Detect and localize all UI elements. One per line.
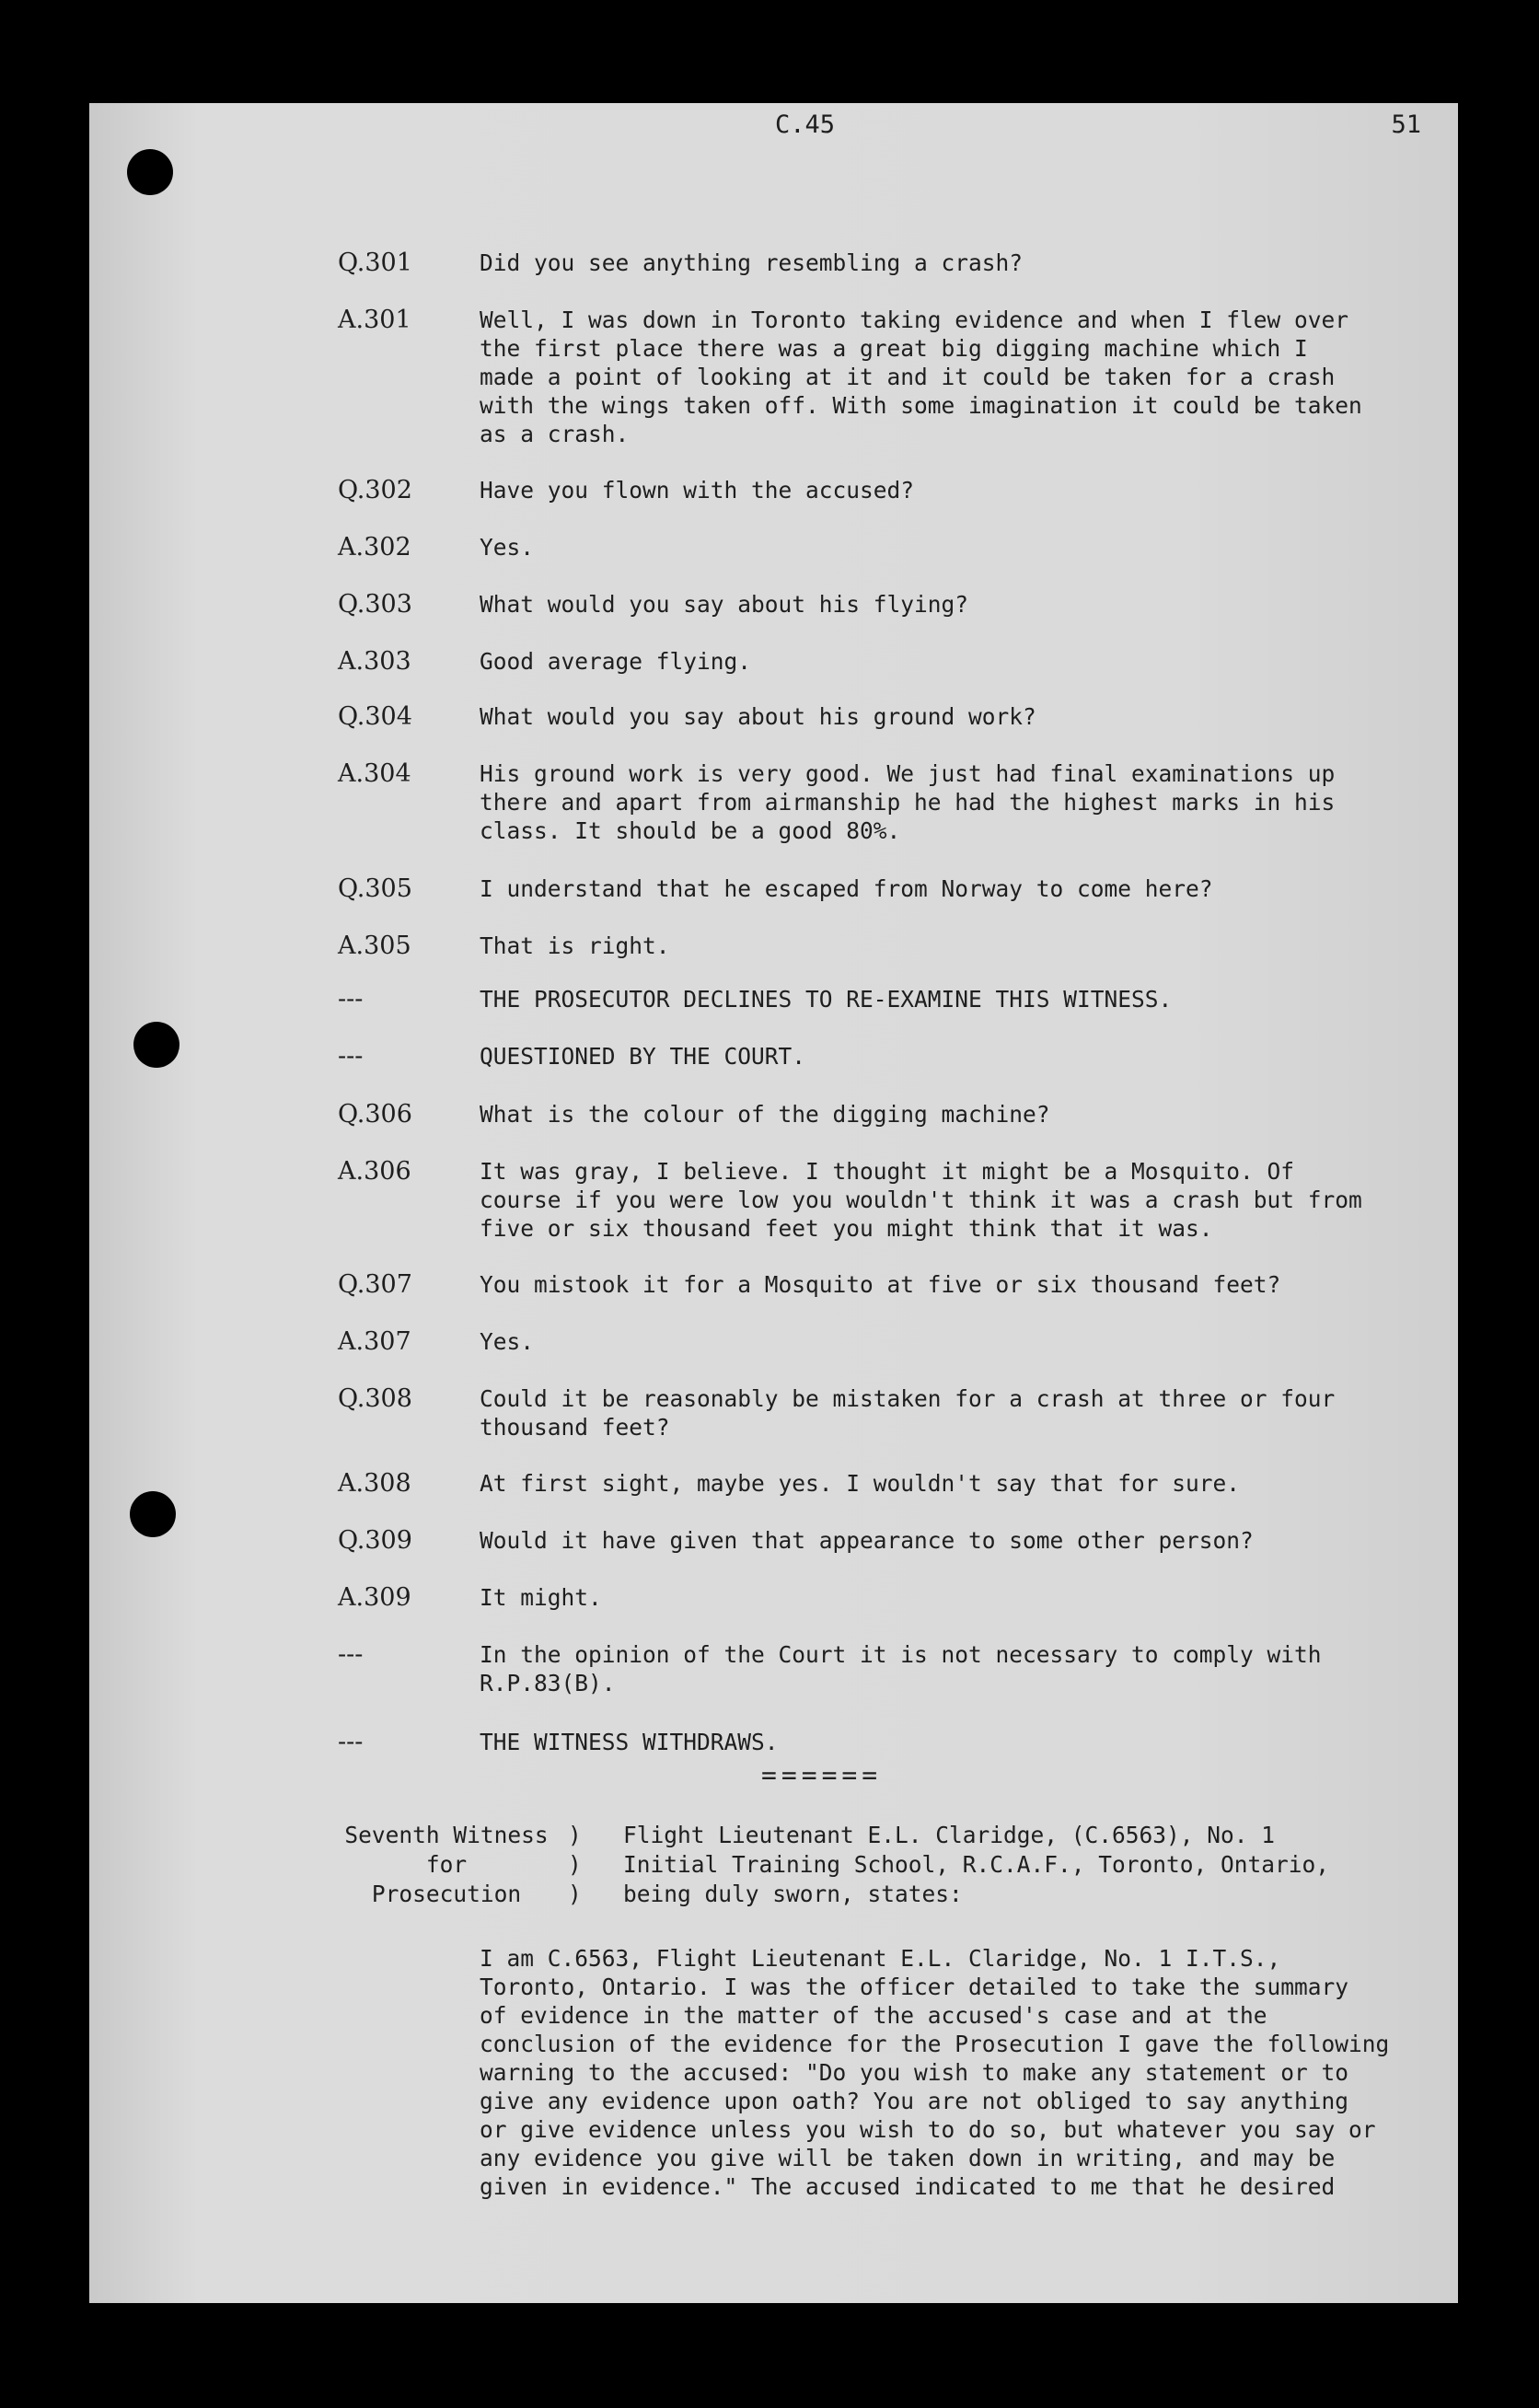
- page-number: 51: [1391, 110, 1421, 139]
- entry-text: In the opinion of the Court it is not necessary to comply with R.P.83(B).: [480, 1641, 1322, 1696]
- entry-text: Good average flying.: [480, 648, 752, 675]
- entry-text: What is the colour of the digging machine?: [480, 1101, 1050, 1128]
- entry-text: That is right.: [480, 932, 670, 959]
- entry-text: I understand that he escaped from Norway to come here?: [480, 875, 1213, 902]
- entry-number: A.306: [338, 1157, 411, 1186]
- punch-hole: [130, 1491, 176, 1537]
- witness-intro: Flight Lieutenant E.L. Claridge, (C.6563), No. 1 Initial Training School, R.C.A.F., Toronto, Ontario, being duly sworn, states:: [623, 1822, 1330, 1907]
- entry-text: Yes.: [480, 534, 535, 561]
- entry-text: THE PROSECUTOR DECLINES TO RE-EXAMINE THIS WITNESS.: [480, 986, 1173, 1013]
- punch-hole: [133, 1022, 179, 1068]
- entry-number: A.304: [338, 759, 411, 788]
- entry-number: Q.301: [338, 249, 412, 277]
- entry-number: A.308: [338, 1469, 411, 1498]
- separator-line: ======: [761, 1760, 883, 1790]
- entry-text: His ground work is very good. We just had final examinations up there and apart from airmanship he had the highest marks in his class. It should be a good 80%.: [480, 760, 1336, 844]
- entry-text: Well, I was down in Toronto taking evidence and when I flew over the first place there was a great big digging machine which I made a point of looking at it and it could be taken for a crash with the wings taken off. With some imagination it could be taken as a crash.: [480, 307, 1362, 447]
- entry-text: What would you say about his flying?: [480, 591, 969, 618]
- entry-number: A.305: [338, 932, 411, 960]
- entry-number: Q.307: [338, 1270, 412, 1299]
- punch-hole: [127, 149, 173, 195]
- entry-number: ---: [338, 985, 364, 1013]
- page-reference: C.45: [775, 110, 836, 139]
- document-page: [89, 103, 1458, 2303]
- entry-number: A.301: [338, 306, 411, 334]
- entry-number: Q.309: [338, 1526, 412, 1555]
- entry-number: Q.306: [338, 1100, 412, 1129]
- witness-label: Seventh Witness for Prosecution: [344, 1822, 549, 1907]
- entry-number: A.309: [338, 1583, 411, 1612]
- entry-text: At first sight, maybe yes. I wouldn't say that for sure.: [480, 1470, 1241, 1497]
- entry-text: QUESTIONED BY THE COURT.: [480, 1043, 806, 1070]
- entry-number: Q.302: [338, 476, 412, 504]
- entry-text: Did you see anything resembling a crash?: [480, 249, 1024, 276]
- entry-number: A.302: [338, 533, 411, 561]
- entry-text: Yes.: [480, 1328, 535, 1355]
- witness-brackets: ) ) ): [568, 1822, 582, 1907]
- entry-number: ---: [338, 1728, 364, 1756]
- entry-text: It was gray, I believe. I thought it might be a Mosquito. Of course if you were low you wouldn't think it was a crash but from five or six thousand feet you might think that it was.: [480, 1158, 1362, 1242]
- entry-number: Q.303: [338, 590, 412, 619]
- entry-number: A.303: [338, 647, 411, 676]
- entry-number: ---: [338, 1640, 364, 1669]
- entry-text: It might.: [480, 1584, 602, 1611]
- entry-text: Have you flown with the accused?: [480, 477, 915, 504]
- entry-number: Q.305: [338, 874, 412, 903]
- entry-text: You mistook it for a Mosquito at five or six thousand feet?: [480, 1271, 1281, 1298]
- entry-number: Q.304: [338, 702, 412, 731]
- entry-number: Q.308: [338, 1384, 412, 1413]
- entry-text: What would you say about his ground work?: [480, 703, 1036, 730]
- entry-text: THE WITNESS WITHDRAWS.: [480, 1729, 779, 1755]
- entry-text: Would it have given that appearance to some other person?: [480, 1527, 1254, 1554]
- entry-text: Could it be reasonably be mistaken for a crash at three or four thousand feet?: [480, 1385, 1336, 1441]
- entry-number: A.307: [338, 1327, 411, 1356]
- witness-statement: I am C.6563, Flight Lieutenant E.L. Claridge, No. 1 I.T.S., Toronto, Ontario. I was the officer detailed to take the summary of evidence in the matter of the accused's case and at the conclusion of the evidence for the Prosecution I gave the following warning to the accused: "Do you wish to make any statement or to give any evidence upon oath? You are not obliged to say anything or give evidence unless you wish to do so, but whatever you say or any evidence you give will be taken down in writing, and may be given in evidence." The accused indicated to me that he desired: [480, 1945, 1390, 2200]
- entry-number: ---: [338, 1042, 364, 1071]
